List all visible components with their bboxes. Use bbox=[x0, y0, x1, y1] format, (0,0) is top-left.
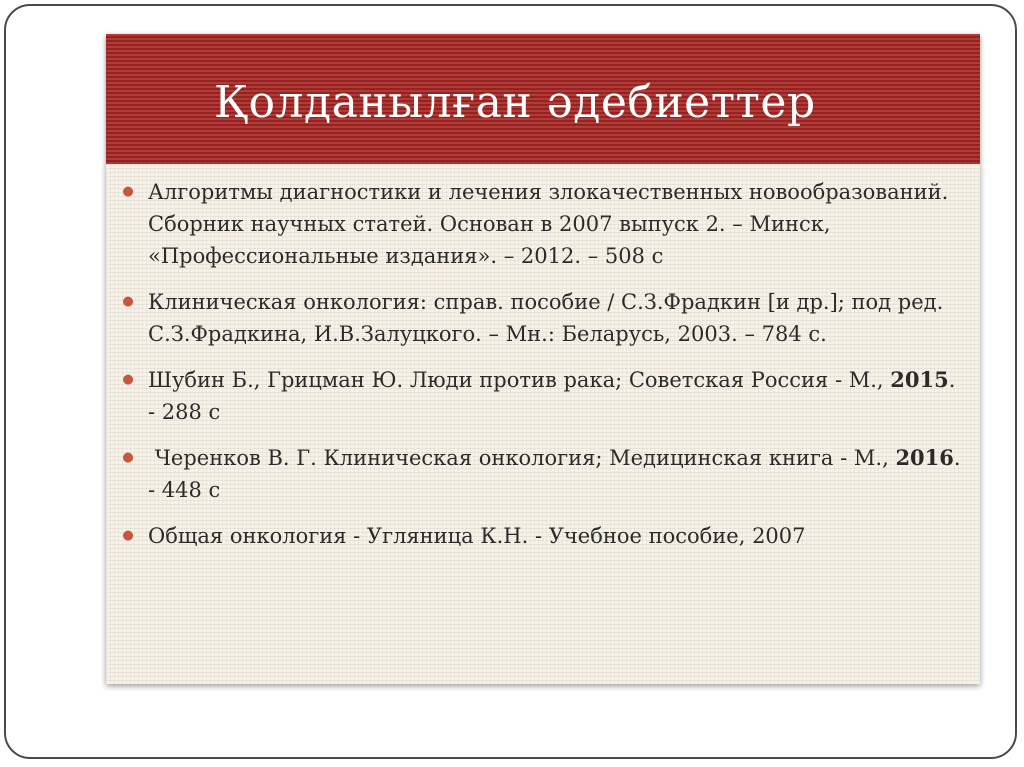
reference-text: Алгоритмы диагностики и лечения злокачественных новообразований. Сборник научных статей. Основан в 2007 выпуск 2. – Минск, «Профессиональные издания». – 2012. – 508 с bbox=[148, 180, 949, 268]
reference-text: Шубин Б., Грицман Ю. Люди против рака; Советская Россия - М., bbox=[148, 368, 891, 392]
slide-frame bbox=[4, 4, 1017, 759]
reference-item bbox=[118, 364, 964, 428]
reference-text-tail: . - 288 с bbox=[148, 368, 956, 424]
reference-item bbox=[118, 286, 964, 350]
slide-title: Қолданылған әдебиеттер bbox=[214, 76, 816, 128]
reference-year: 2016 bbox=[895, 445, 954, 470]
bullet-dot-icon: ● bbox=[122, 528, 134, 543]
bullet-dot-icon: ● bbox=[122, 450, 134, 465]
reference-year: 2015 bbox=[890, 367, 949, 392]
reference-item bbox=[118, 442, 964, 506]
content-panel bbox=[106, 164, 980, 684]
reference-text: Клиническая онкология: справ. пособие / С.З.Фрадкин [и др.]; под ред. С.З.Фрадкина, И.В.Залуцкого. – Мн.: Беларусь, 2003. – 784 с. bbox=[148, 290, 944, 346]
bullet-dot-icon: ● bbox=[122, 184, 134, 199]
bullet-dot-icon: ● bbox=[122, 294, 134, 309]
title-bar bbox=[106, 34, 980, 164]
reference-list bbox=[106, 164, 980, 552]
reference-text: Общая онкология - Угляница К.Н. - Учебное пособие, 2007 bbox=[148, 524, 806, 548]
reference-item bbox=[118, 176, 964, 272]
bullet-dot-icon: ● bbox=[122, 372, 134, 387]
reference-text: Черенков В. Г. Клиническая онкология; Медицинская книга - М., bbox=[148, 446, 896, 470]
reference-item bbox=[118, 520, 964, 552]
reference-text-tail: . - 448 с bbox=[148, 446, 961, 502]
